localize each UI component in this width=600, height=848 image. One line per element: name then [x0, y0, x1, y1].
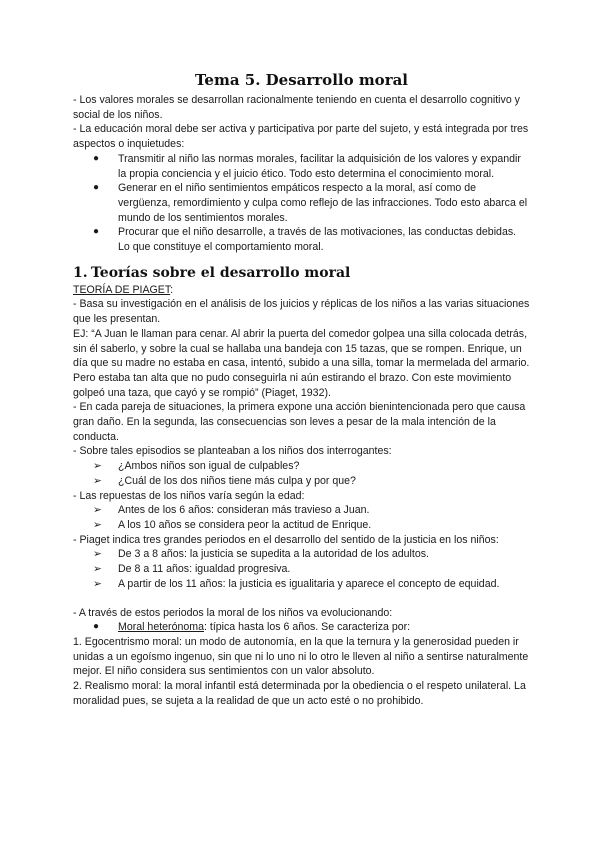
questions-list [73, 459, 530, 488]
list-item-text: ¿Ambos niños son igual de culpables? [118, 460, 300, 473]
subheading-colon: : [170, 283, 174, 296]
section-paragraph-4: - Sobre tales episodios se planteaban a los niños dos interrogantes: [73, 445, 392, 458]
list-item-text: Procurar que el niño desarrolle, a través de las motivaciones, las conductas debidas. Lo que constituye el comportamiento moral. [118, 226, 517, 254]
section-heading [73, 263, 530, 283]
list-item [73, 225, 530, 254]
bullet-icon: ● [93, 182, 100, 194]
arrow-icon: ➢ [93, 548, 102, 561]
list-item [73, 547, 530, 562]
subheading-text: TEORÍA DE PIAGET [73, 283, 171, 296]
realism-paragraph: 2. Realismo moral: la moral infantil está determinada por la obediencia o el respeto unilateral. La moralidad pues, se sujeta a la realidad de que un acto esté o no prohibido. [73, 680, 526, 707]
list-item-text: De 8 a 11 años: igualdad progresiva. [118, 563, 291, 576]
list-item [73, 577, 530, 592]
list-item [73, 518, 530, 533]
intro-paragraph-2: - La educación moral debe ser activa y participativa por parte del sujeto, y está integrada por tres aspectos o inquietudes: [73, 123, 529, 151]
section-paragraph-5: - Las repuestas de los niños varía según la edad: [73, 489, 305, 502]
arrow-icon: ➢ [93, 577, 102, 590]
intro-bullet-list [73, 152, 530, 255]
section-number: 1. [73, 264, 88, 281]
bullet-icon: ● [93, 226, 100, 238]
list-item [73, 503, 530, 518]
list-item [73, 181, 530, 225]
list-item-text: Generar en el niño sentimientos empáticos respecto a la moral, así como de vergüenza, remordimiento y culpa como reflejo de las infracciones. Todo esto abarca el mundo de los sentimientos morales. [118, 182, 528, 224]
heteronomy-term: Moral heterónoma [118, 621, 204, 634]
arrow-icon: ➢ [93, 563, 102, 576]
section-paragraph-1: - Basa su investigación en el análisis de los juicios y réplicas de los niños a las varias situaciones que les presentan. [73, 298, 530, 326]
list-item-text: ¿Cuál de los dos niños tiene más culpa y por que? [118, 474, 356, 487]
periods-list [73, 547, 530, 591]
section-paragraph-6: - Piaget indica tres grandes periodos en el desarrollo del sentido de la justicia en los niños: [73, 533, 499, 546]
list-item-text: A partir de los 11 años: la justicia es igualitaria y aparece el concepto de equidad. [118, 577, 500, 590]
arrow-icon: ➢ [93, 460, 102, 473]
arrow-icon: ➢ [93, 474, 102, 487]
list-item [73, 152, 530, 181]
list-item [73, 474, 530, 489]
bullet-icon: ● [93, 621, 100, 633]
example-paragraph: EJ: “A Juan le llaman para cenar. Al abrir la puerta del comedor golpea una silla colocada detrás, sin él saberlo, y sobre la cual se hallaba una bandeja con 15 tazas, que se rompen. Enrique, un día que su madre no estaba en casa, intentó, subido a una silla, tomar la mermelada del armario. Pero estaba tan alta que no pudo conseguirla ni aún estirando el brazo. Con este movimiento golpeó una taza, que cayó y se rompió” (Piaget, 1932). [73, 327, 530, 399]
heteronomy-description: : típica hasta los 6 años. Se caracteriza por: [203, 621, 411, 634]
list-item-text: A los 10 años se considera peor la actitud de Enrique. [118, 518, 372, 531]
list-item-text: De 3 a 8 años: la justicia se supedita a la autoridad de los adultos. [118, 548, 429, 561]
intro-paragraph-1: - Los valores morales se desarrollan racionalmente teniendo en cuenta el desarrollo cognitivo y social de los niños. [73, 94, 520, 121]
blank-line [73, 592, 530, 606]
section-paragraph-7: - A través de estos periodos la moral de los niños va evolucionando: [73, 606, 393, 619]
heteronomy-item [73, 620, 530, 635]
arrow-icon: ➢ [93, 518, 102, 531]
list-item [73, 459, 530, 474]
subheading [73, 283, 530, 298]
list-item [73, 562, 530, 577]
section-heading-text: Teorías sobre el desarrollo moral [91, 264, 351, 281]
list-item-text: Antes de los 6 años: consideran más travieso a Juan. [118, 504, 370, 517]
egocentrism-paragraph: 1. Egocentrismo moral: un modo de autonomía, en la que la ternura y la generosidad pueden ir unidas a un egoísmo ingenuo, sin que ni lo uno ni lo otro le lleven al niño a sentirse naturalmente mejor. El niño considera sus sentimientos con un valor absoluto. [73, 635, 529, 678]
bullet-icon: ● [93, 152, 100, 164]
list-item-text: Transmitir al niño las normas morales, facilitar la adquisición de los valores y expandir la propia conciencia y el juicio ético. Todo esto determina el conocimiento moral. [118, 152, 521, 180]
page-title: Tema 5. Desarrollo moral [194, 71, 409, 89]
answers-list [73, 503, 530, 532]
arrow-icon: ➢ [93, 504, 102, 517]
section-paragraph-3: - En cada pareja de situaciones, la primera expone una acción bienintencionada pero que causa gran daño. En la segunda, las consecuencias son leves a pesar de la mala intención de la conducta. [73, 401, 526, 443]
